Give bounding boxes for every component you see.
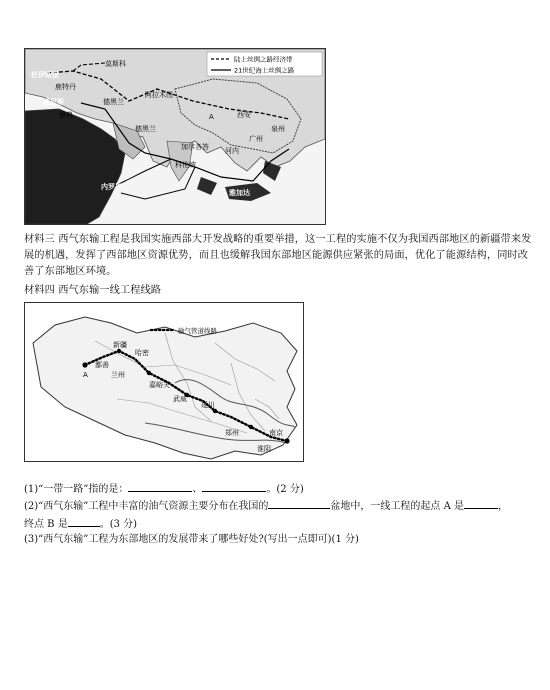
question-1 [24,480,538,498]
question-1-separator: 、 [192,484,203,495]
answer-blank-2c[interactable] [68,515,100,527]
label-xinjiang: 新疆 [113,341,127,349]
answer-blank-2b[interactable] [464,497,498,509]
answer-blank-1a[interactable] [128,480,192,492]
label-quanzhou: 泉州 [271,125,285,133]
question-1-score: 。(2 分) [266,484,304,495]
label-guangzhou: 广州 [249,135,263,143]
question-2-text-a: (2)“西气东输”工程中丰富的油气资源主要分布在我国的 [24,501,269,512]
label-tehran-top: 德黑兰 [103,98,124,106]
question-2-text-b: 盆地中，一线工程的起点 A 是 [330,501,464,512]
gas-pipeline-map [24,302,304,462]
label-nanjing: 南京 [269,429,283,437]
label-almaty: 阿拉木图 [145,91,173,99]
label-lanzhou: 兰州 [111,371,125,379]
label-duisburg: 杜伊斯堡 [31,71,59,79]
question-2-text-c: ， [497,501,508,512]
label-hanoi: 河内 [225,147,239,155]
legend-pipeline: 输气管道线路 [178,327,217,335]
belt-and-road-map-graphic [25,49,325,224]
legend-land-route: 陆上丝绸之路经济带 [234,55,293,64]
label-rotterdam: 鹿特丹 [55,83,76,91]
label-zhengzhou: 郑州 [225,429,239,437]
question-1-text: (1)“一带一路”指的是： [24,484,129,495]
label-nairobi: 内罗毕 [101,183,122,191]
question-2 [24,497,538,533]
label-point-a: A [209,113,214,121]
label-moscow: 莫斯科 [105,60,126,68]
label-shanshan: 鄯善 [95,361,109,369]
label-wuwei: 武威 [173,395,187,403]
label-xian: 西安 [237,111,251,119]
label-hami: 哈密 [135,349,149,357]
answer-blank-2a[interactable] [268,497,330,509]
label-point-a: A [83,371,88,379]
answer-blank-1b[interactable] [202,480,266,492]
question-3: (3)“西气东输”工程为东部地区的发展带来了哪些好处?(写出一点即可)(1 分) [24,534,359,545]
question-2-score: 。(3 分) [99,519,138,530]
label-jakarta: 雅加达 [229,189,250,197]
material-3-paragraph: 材料三 西气东输工程是我国实施西部大开发战略的重要举措，这一工程的实施不仅为我国西部地区的新疆带来发展的机遇，发挥了西部地区资源优势，而且也缓解我国东部地区能源供应紧张的局面，优化了能源结构，同时改善了东部地区环境。 [24,234,532,277]
label-kolkata: 加尔各答 [181,143,209,151]
label-colombo: 科伦坡 [175,161,196,169]
label-jiayuguan: 嘉峪关 [149,381,170,389]
label-yanchuan: 延川 [201,401,215,409]
belt-and-road-map [24,48,326,225]
legend-sea-route: 21世纪海上丝绸之路 [234,66,295,75]
label-athens: 雅典 [59,111,73,119]
label-huaiyin: 淮阴 [257,445,271,453]
label-venice: 威尼斯 [43,98,64,106]
material-4-title: 材料四 西气东输一线工程线路 [24,285,162,296]
label-tehran: 德黑兰 [135,125,156,133]
gas-pipeline-map-graphic [25,303,303,461]
question-2-text-d: 终点 B 是 [24,519,68,530]
